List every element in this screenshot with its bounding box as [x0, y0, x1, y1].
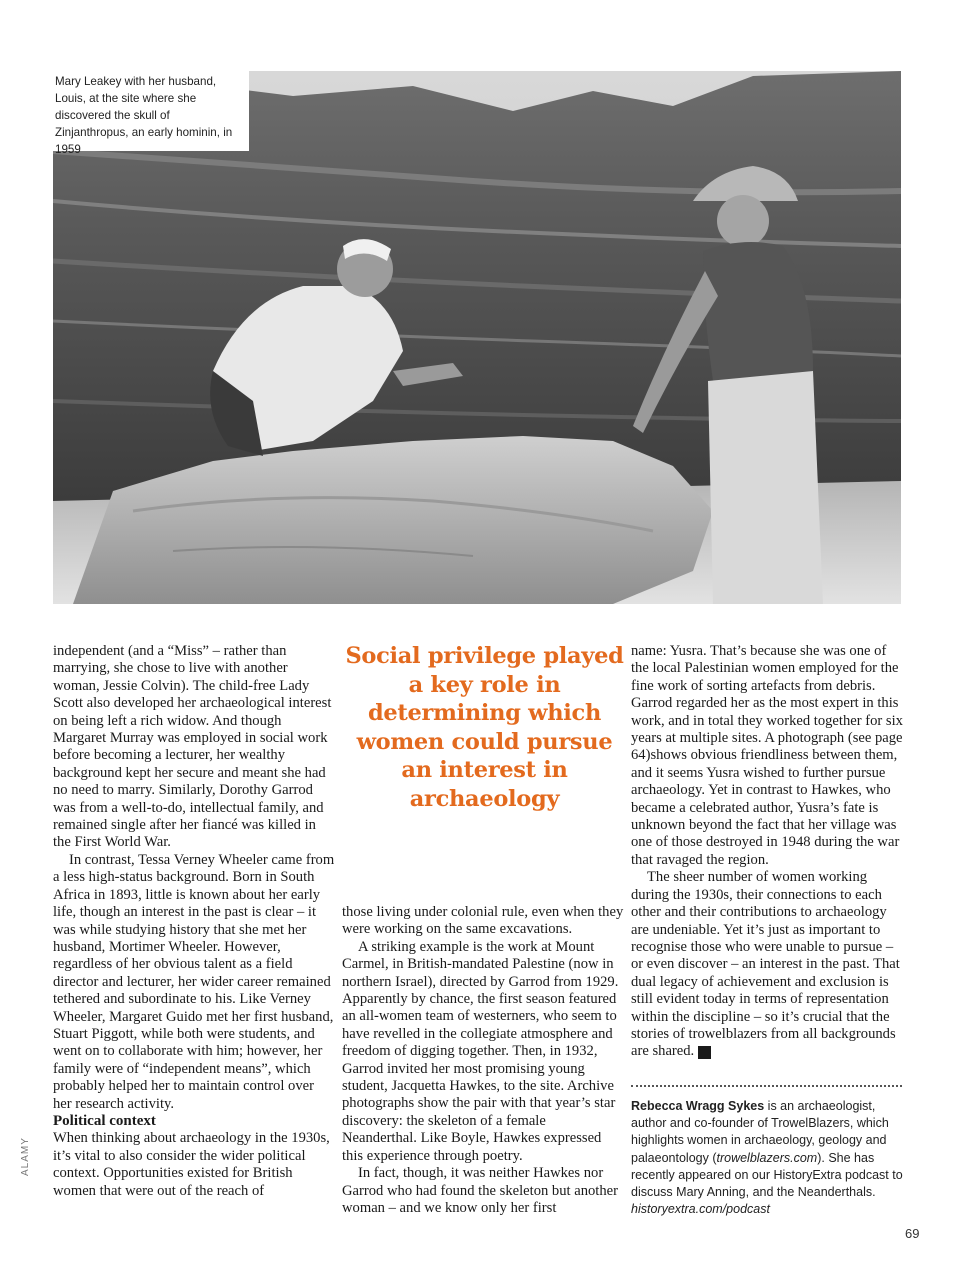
col3-paragraph-2-text: The sheer number of women working during the 1930s, their connections to each other and their contributions to archaeology are undeniable. Yet it’s just as important to recognise those who were unable to pursue – or even discover – an interest in the past. That dual legacy of achievement and exclusion is still evident today in terms of representation within the discipline – so it’s crucial that the stories of trowelblazers from all backgrounds are shared.: [631, 869, 900, 1060]
col1-paragraph-1: independent (and a “Miss” – rather than marrying, she chose to live with another woman, Jessie Colvin). The child-free Lady Scott also developed her archaeological interest on being left a rich widow. And though Margaret Murray was employed in social work before becoming a lecturer, her wealthy background kept her secure and meant she had no need to marry. Similarly, Dorothy Garrod was from a well-to-do, intellectual family, and remained single after her fiancé was killed in the First World War.: [53, 643, 332, 851]
col2-paragraph-2: A striking example is the work at Mount Carmel, in British-mandated Palestine (now in northern Israel), directed by Garrod from 1929. Apparently by chance, the first season featured an all-women team of westerners, who seem to have revelled in the collegiate atmosphere and freedom of digging together. Then, in 1932, Garrod invited her most promising young student, Jacquetta Hawkes, to the site. Archive photographs show the pair with that year’s star discovery: the skeleton of a female Neanderthal. Like Boyle, Hawkes expressed this experience through poetry.: [342, 938, 619, 1164]
page-number: 69: [905, 1226, 920, 1241]
bio-text-1: is an archaeologist, author and co-founder of TrowelBlazers, which highlights women in archaeology, geology and palaeontology (: [631, 1099, 889, 1165]
col2-paragraph-1: those living under colonial rule, even when they were working on the same excavations.: [342, 904, 624, 938]
subheading-political-context: Political context: [53, 1112, 156, 1129]
col1-paragraph-3: When thinking about archaeology in the 1930s, it’s vital to also consider the wider political context. Opportunities existed for British women that were out of the reach of: [53, 1130, 330, 1199]
col1-paragraph-2: In contrast, Tessa Verney Wheeler came from a less high-status background. Born in South Africa in 1893, little is known about her early life, though an interest in the past is clear – it was while studying history that she met her husband, Mortimer Wheeler. However, regardless of her obvious talent as a field director and lecturer, her wider career remained tethered and subordinate to his. Like Verney Wheeler, Margaret Guido met her first husband, Stuart Piggott, while both were students, and went on to collaborate with him; however, her family were of “independent means”, which probably helped her to maintain control over her research activity.: [53, 851, 335, 1112]
photo: [53, 71, 901, 604]
author-name: Rebecca Wragg Sykes: [631, 1099, 765, 1113]
col3-paragraph-1: name: Yusra. That’s because she was one of the local Palestinian women employed for the fine work of sorting artefacts from debris. Garrod regarded her as the most expert in this work, and in total they worked together for six years at multiple sites. A photograph (see page 64)shows obvious friendliness between them, and it seems Yusra wished to further pursue archaeology. Yet in contrast to Hawkes, who became a celebrated author, Yusra’s fate is unknown beyond the fact that her village was one of those destroyed in 1948 during the war that ravaged the region.: [631, 643, 903, 868]
bio-site: trowelblazers.com: [716, 1150, 818, 1165]
photo-credit: ALAMY: [20, 1137, 31, 1176]
column-1: [53, 643, 335, 1200]
photo-caption: Mary Leakey with her husband, Louis, at the site where she discovered the skull of Zinjanthropus, an early hominin, in 1959: [55, 75, 233, 156]
pull-quote: Social privilege played a key role in determining which women could pursue an interest in archaeology: [345, 643, 624, 812]
col2-paragraph-3: In fact, though, it was neither Hawkes nor Garrod who had found the skeleton but another woman – and we know only her first: [342, 1165, 618, 1216]
column-3: [631, 643, 903, 1061]
photo-caption-box: [53, 71, 249, 156]
bio-text-2: ). She has recently appeared on our HistoryExtra podcast to discuss Mary Anning, and the Neanderthals.: [631, 1150, 903, 1200]
divider-dotted: [631, 1085, 902, 1089]
col3-paragraph-2: [631, 869, 903, 1060]
author-bio: [631, 1098, 903, 1218]
podcast-link[interactable]: historyextra.com/podcast: [631, 1202, 770, 1217]
column-2: [342, 904, 624, 1217]
end-mark-icon: H: [698, 1046, 711, 1059]
